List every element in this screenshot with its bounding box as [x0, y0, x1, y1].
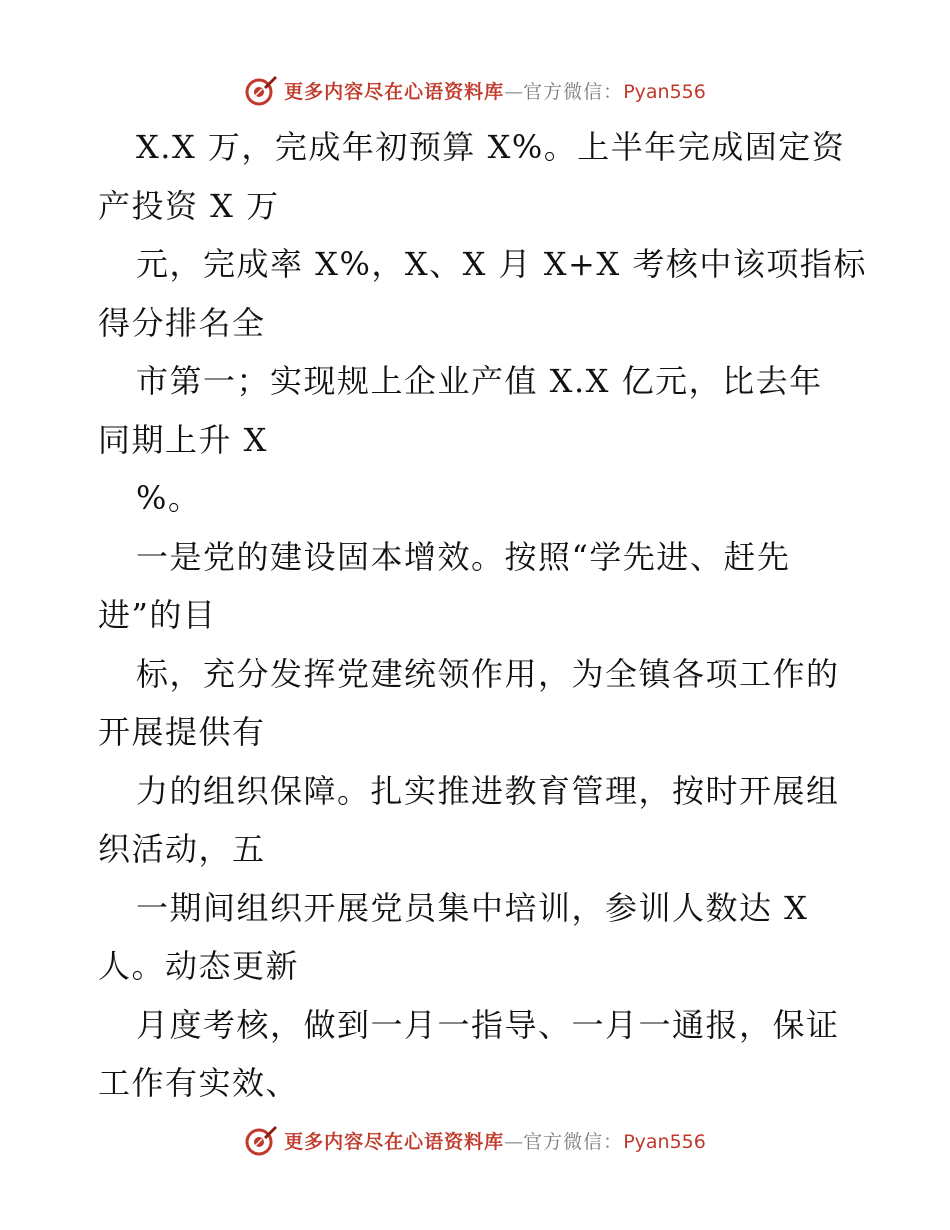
header-banner-dash: — [504, 80, 524, 103]
body-line: X.X 万，完成年初预算 X%。上半年完成固定资 [136, 128, 846, 166]
header-watermark-banner [0, 68, 950, 112]
body-line: 元，完成率 X%，X、X 月 X+X 考核中该项指标 [136, 245, 867, 283]
body-line: %。 [136, 479, 202, 517]
footer-banner-main: 更多内容尽在心语资料库 [284, 1130, 505, 1153]
body-line: 开展提供有 [98, 713, 266, 751]
body-line: 得分排名全 [98, 303, 266, 342]
body-line: 月度考核，做到一月一指导、一月一通报，保证 [136, 1005, 840, 1044]
header-banner-wechat: Pyan556 [623, 80, 706, 103]
document-body [98, 118, 867, 1113]
body-line: 进”的目 [98, 596, 217, 634]
footer-banner-dash: — [504, 1130, 524, 1153]
header-banner-main: 更多内容尽在心语资料库 [284, 80, 505, 103]
body-line: 一期间组织开展党员集中培训，参训人数达 X [136, 888, 809, 927]
footer-banner-wechat: Pyan556 [623, 1130, 706, 1153]
header-banner-text [284, 77, 706, 104]
body-line: 市第一；实现规上企业产值 X.X 亿元，比去年 [136, 362, 823, 400]
header-banner-rest: 官方微信： [523, 80, 624, 103]
body-line: 一是党的建设固本增效。按照“学先进、赶先 [136, 537, 791, 576]
footer-watermark-banner [0, 1118, 950, 1162]
body-line: 人。动态更新 [98, 947, 300, 985]
body-line: 织活动，五 [98, 830, 266, 868]
body-line: 产投资 X 万 [98, 186, 280, 225]
body-line: 力的组织保障。扎实推进教育管理，按时开展组 [136, 771, 840, 810]
body-line: 标，充分发挥党建统领作用，为全镇各项工作的 [136, 654, 840, 693]
body-line: 同期上升 X [98, 420, 268, 459]
footer-banner-rest: 官方微信： [523, 1130, 624, 1153]
footer-banner-text [284, 1127, 706, 1154]
body-line: 工作有实效、 [98, 1064, 300, 1102]
pen-circle-logo-icon [244, 73, 278, 107]
pen-circle-logo-icon [244, 1123, 278, 1157]
